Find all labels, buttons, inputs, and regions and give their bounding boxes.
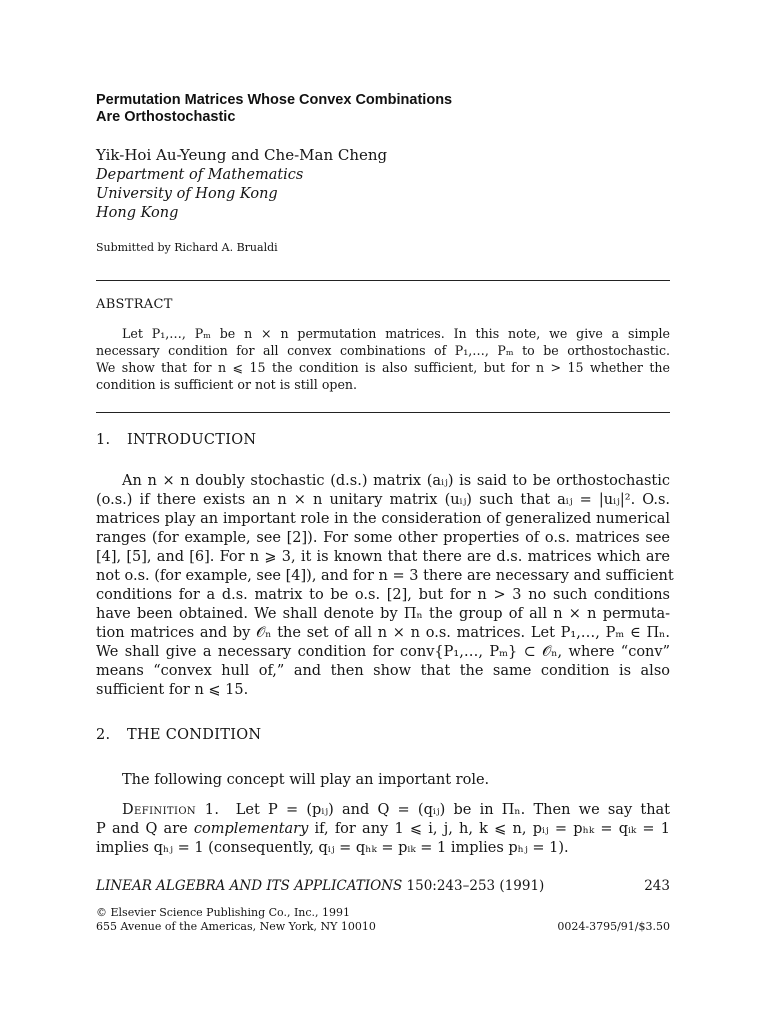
abstract-line: We show that for n ⩽ 15 the condition is also sufficient, but for n > 15 whether the <box>96 360 670 375</box>
definition-text: Let P = (pᵢⱼ) and Q = (qᵢⱼ) be in Πₙ. Then we say that <box>235 802 671 818</box>
affiliation-university: University of Hong Kong <box>96 186 278 202</box>
section-1-number: 1. <box>96 432 111 448</box>
journal-name: LINEAR ALGEBRA AND ITS APPLICATIONS <box>96 878 403 894</box>
paper-title <box>96 92 670 126</box>
affiliation-city: Hong Kong <box>96 205 179 221</box>
definition-label: Definition 1. <box>122 802 220 818</box>
body-line: The following concept will play an important role. <box>122 772 490 788</box>
body-line: tion matrices and by 𝒪ₙ the set of all n × n o.s. matrices. Let P₁,…, Pₘ ∈ Πₙ. <box>96 625 670 641</box>
divider-bottom <box>96 412 670 413</box>
definition-text: P and Q are <box>96 821 194 837</box>
body-line: (o.s.) if there exists an n × n unitary matrix (uᵢⱼ) such that aᵢⱼ = |uᵢⱼ|². O.s. <box>96 492 670 508</box>
body-line: An n × n doubly stochastic (d.s.) matrix (aᵢⱼ) is said to be orthostochastic <box>122 473 670 489</box>
authors: Yik-Hoi Au-Yeung and Che-Man Cheng <box>96 146 388 164</box>
definition-line: implies qₕⱼ = 1 (consequently, qᵢⱼ = qₕₖ = pᵢₖ = 1 implies pₕⱼ = 1). <box>96 840 569 856</box>
definition-line <box>96 801 670 820</box>
body-line: not o.s. (for example, see [4]), and for n = 3 there are necessary and sufficient <box>96 568 674 584</box>
page-number: 243 <box>644 878 670 894</box>
definition-term: complementary <box>193 821 309 837</box>
body-line: have been obtained. We shall denote by Πₙ the group of all n × n permuta- <box>96 606 670 622</box>
journal-volume: 150:243–253 (1991) <box>406 878 545 894</box>
divider-top <box>96 280 670 281</box>
submitted-by: Submitted by Richard A. Brualdi <box>96 241 278 254</box>
body-line: matrices play an important role in the consideration of generalized numerical <box>96 511 670 527</box>
abstract-line: condition is sufficient or not is still open. <box>96 377 358 392</box>
body-line: conditions for a d.s. matrix to be o.s. [2], but for n > 3 no such conditions <box>96 587 670 603</box>
section-1-title: INTRODUCTION <box>127 432 257 448</box>
definition-line <box>96 820 670 839</box>
section-1-heading <box>96 431 256 449</box>
abstract-line: Let P₁,…, Pₘ be n × n permutation matrices. In this note, we give a simple <box>122 326 670 341</box>
article-code: 0024-3795/91/$3.50 <box>557 920 670 933</box>
abstract-line: necessary condition for all convex combinations of P₁,…, Pₘ to be orthostochastic. <box>96 343 670 358</box>
definition-text: if, for any 1 ⩽ i, j, h, k ⩽ n, pᵢⱼ = pₕₖ = qᵢₖ = 1 <box>308 821 670 837</box>
section-2-number: 2. <box>96 727 111 743</box>
section-2-title: THE CONDITION <box>127 727 262 743</box>
affiliation-department: Department of Mathematics <box>96 167 304 183</box>
body-line: [4], [5], and [6]. For n ⩾ 3, it is known that there are d.s. matrices which are <box>96 549 670 565</box>
copyright-line: © Elsevier Science Publishing Co., Inc., 1991 <box>96 906 351 919</box>
title-line-2: Are Orthostochastic <box>96 109 236 125</box>
body-line: sufficient for n ⩽ 15. <box>96 682 249 698</box>
title-line-1: Permutation Matrices Whose Convex Combinations <box>96 92 453 108</box>
footer-journal-line <box>96 878 670 895</box>
abstract-heading: ABSTRACT <box>96 297 173 312</box>
publisher-address: 655 Avenue of the Americas, New York, NY 10010 <box>96 920 376 933</box>
body-line: ranges (for example, see [2]). For some other properties of o.s. matrices see <box>96 530 670 546</box>
body-line: means “convex hull of,” and then show that the same condition is also <box>96 663 670 679</box>
section-2-heading <box>96 726 261 744</box>
body-line: We shall give a necessary condition for conv{P₁,…, Pₘ} ⊂ 𝒪ₙ, where “conv” <box>96 644 670 660</box>
